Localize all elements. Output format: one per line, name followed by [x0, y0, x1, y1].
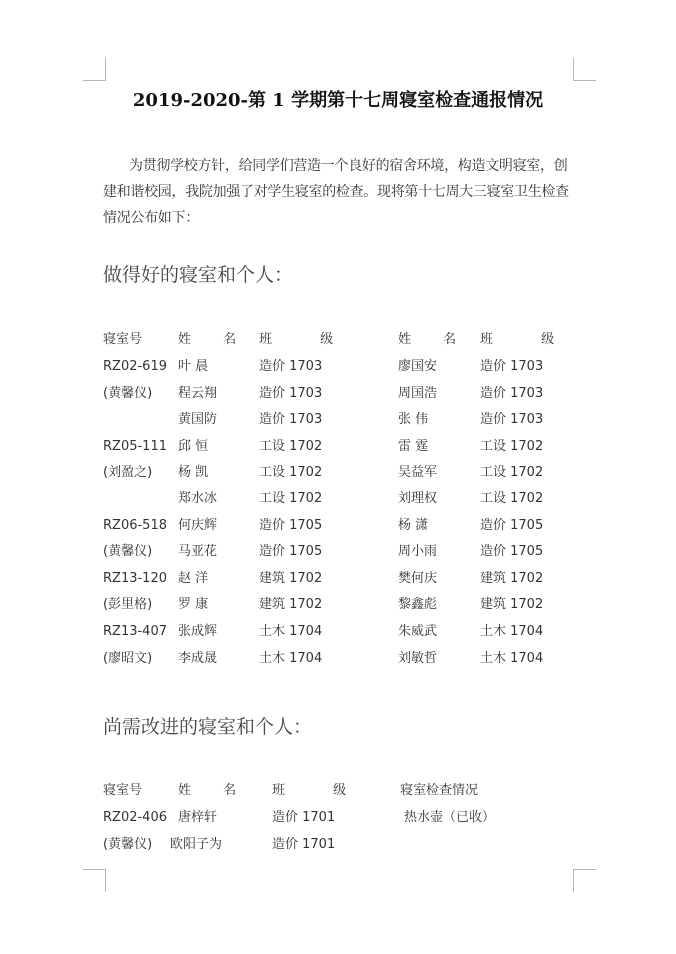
- name-cell: 杨 凯: [178, 465, 209, 480]
- class-cell: 工设 1702: [480, 439, 544, 454]
- class-cell: 土木 1704: [480, 651, 544, 666]
- name-cell: 邱 恒: [178, 439, 209, 454]
- name-cell: 樊何庆: [398, 571, 438, 586]
- name-cell: 赵 洋: [178, 571, 209, 586]
- header-class: 班 级: [272, 783, 369, 798]
- name-cell: 周国浩: [398, 386, 438, 401]
- class-cell: 建筑 1702: [259, 571, 323, 586]
- name-cell: 叶 晨: [178, 359, 209, 374]
- name-cell: 雷 霆: [398, 439, 429, 454]
- class-cell: 工设 1702: [259, 465, 323, 480]
- room-cell: (彭里格): [103, 597, 153, 612]
- class-cell: 建筑 1702: [480, 571, 544, 586]
- class-cell: 建筑 1702: [480, 597, 544, 612]
- margin-mark-top-right: [573, 58, 596, 81]
- name-cell: 马亚花: [178, 544, 218, 559]
- name-cell: 张 伟: [398, 412, 429, 427]
- document-title: 2019-2020-第 1 学期第十七周寝室检查通报情况: [132, 90, 544, 111]
- room-cell: RZ02-406: [103, 810, 167, 825]
- room-cell: RZ13-120: [103, 571, 167, 586]
- name-cell: 黎鑫彪: [398, 597, 438, 612]
- name-cell: 唐梓轩: [178, 810, 218, 825]
- class-cell: 造价 1703: [259, 412, 323, 427]
- class-cell: 土木 1704: [480, 624, 544, 639]
- name-cell: 李成晟: [178, 651, 218, 666]
- margin-mark-top-left: [83, 58, 106, 81]
- name-cell: 郑水冰: [178, 491, 218, 506]
- class-cell: 造价 1705: [259, 544, 323, 559]
- room-cell: (黄馨仪): [103, 386, 153, 401]
- name-cell: 周小雨: [398, 544, 438, 559]
- status-cell: 热水壶（已收）: [404, 810, 496, 825]
- intro-paragraph: 为贯彻学校方针，给同学们营造一个良好的宿舍环境，构造文明寝室，创建和谐校园，我院加强了对学生寝室的检查。现将第十七周大三寝室卫生检查情况公布如下：: [103, 158, 569, 226]
- room-cell: RZ05-111: [103, 439, 167, 454]
- header-room: 寝室号: [103, 332, 143, 347]
- class-cell: 土木 1704: [259, 624, 323, 639]
- name-cell: 刘理权: [398, 491, 438, 506]
- class-cell: 建筑 1702: [259, 597, 323, 612]
- class-cell: 造价 1703: [480, 412, 544, 427]
- class-cell: 造价 1705: [480, 544, 544, 559]
- name-cell: 程云翔: [178, 386, 218, 401]
- header-name-1: 姓 名: [178, 332, 251, 347]
- name-cell: 朱威武: [398, 624, 438, 639]
- room-cell: (刘盈之): [103, 465, 153, 480]
- name-cell: 廖国安: [398, 359, 438, 374]
- class-cell: 工设 1702: [480, 465, 544, 480]
- header-status: 寝室检查情况: [400, 783, 479, 798]
- header-class-2: 班 级: [480, 332, 577, 347]
- class-cell: 造价 1703: [480, 386, 544, 401]
- name-cell: 吴益军: [398, 465, 438, 480]
- name-cell: 刘敏哲: [398, 651, 438, 666]
- class-cell: 工设 1702: [480, 491, 544, 506]
- class-cell: 造价 1705: [259, 518, 323, 533]
- class-cell: 造价 1701: [272, 837, 336, 852]
- name-cell: 张成辉: [178, 624, 218, 639]
- class-cell: 造价 1705: [480, 518, 544, 533]
- name-cell: 罗 康: [178, 597, 209, 612]
- name-cell: 何庆辉: [178, 518, 218, 533]
- header-class-1: 班 级: [259, 332, 356, 347]
- name-cell: 黄国防: [178, 412, 218, 427]
- class-cell: 造价 1703: [259, 359, 323, 374]
- name-cell: 杨 潇: [398, 518, 429, 533]
- class-cell: 工设 1702: [259, 491, 323, 506]
- room-cell: (黄馨仪): [103, 544, 153, 559]
- room-cell: RZ06-518: [103, 518, 167, 533]
- header-name-2: 姓 名: [398, 332, 471, 347]
- class-cell: 土木 1704: [259, 651, 323, 666]
- room-cell: RZ02-619: [103, 359, 167, 374]
- class-cell: 造价 1701: [272, 810, 336, 825]
- header-name: 姓 名: [178, 783, 251, 798]
- margin-mark-bottom-right: [573, 869, 596, 892]
- name-cell: 欧阳子为: [170, 837, 223, 852]
- good-section-heading: 做得好的寝室和个人：: [103, 264, 294, 286]
- room-cell: RZ13-407: [103, 624, 167, 639]
- class-cell: 造价 1703: [480, 359, 544, 374]
- room-cell: (黄馨仪): [103, 837, 153, 852]
- header-room: 寝室号: [103, 783, 143, 798]
- class-cell: 造价 1703: [259, 386, 323, 401]
- room-cell: (廖昭文): [103, 651, 153, 666]
- margin-mark-bottom-left: [83, 869, 106, 892]
- improve-section-heading: 尚需改进的寝室和个人：: [103, 716, 313, 738]
- class-cell: 工设 1702: [259, 439, 323, 454]
